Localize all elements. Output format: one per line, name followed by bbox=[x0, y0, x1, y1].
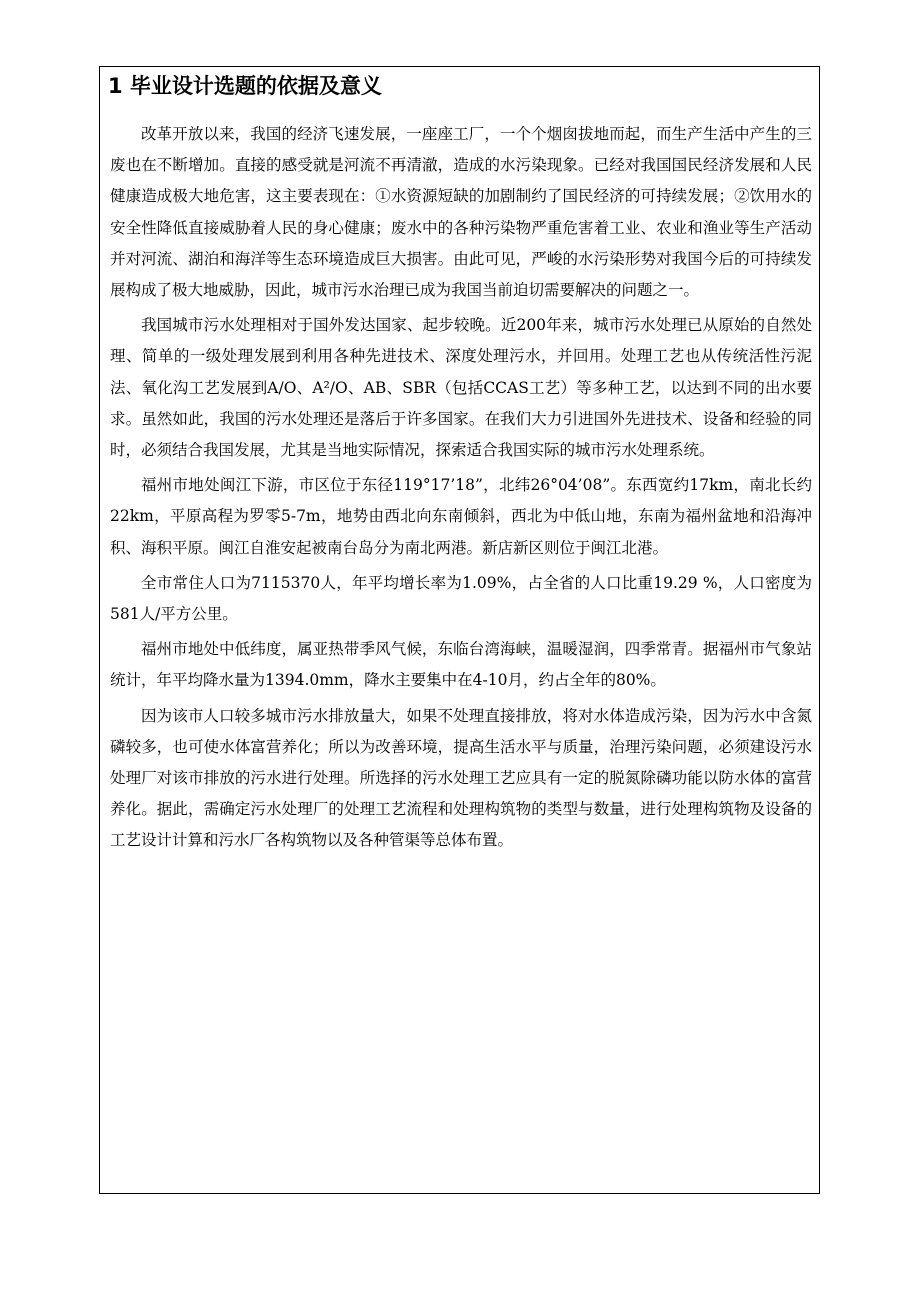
document-frame bbox=[99, 66, 820, 1194]
paragraph-fuzhou-geography: 福州市地处闽江下游，市区位于东径119°17’18”，北纬26°04’08”。东西宽约17km，南北长约22km，平原高程为罗零5-7m，地势由西北向东南倾斜，西北为中低山地，东南为福州盆地和沿海冲积、海积平原。闽江自淮安起被南台岛分为南北两港。新店新区则位于闽江北港。 bbox=[110, 476, 812, 557]
paragraph-population: 全市常住人口为7115370人，年平均增长率为1.09%，占全省的人口比重19.29 %，人口密度为581人/平方公里。 bbox=[110, 573, 812, 624]
section-body bbox=[110, 119, 812, 857]
paragraph-treatment-status: 我国城市污水处理相对于国外发达国家、起步较晚。近200年来，城市污水处理已从原始的自然处理、简单的一级处理发展到利用各种先进技术、深度处理污水，并回用。处理工艺也从传统活性污泥法、氧化沟工艺发展到A/O、A²/O、AB、SBR（包括CCAS工艺）等多种工艺，以达到不同的出水要求。虽然如此，我国的污水处理还是落后于许多国家。在我们大力引进国外先进技术、设备和经验的同时，必须结合我国发展，尤其是当地实际情况，探索适合我国实际的城市污水处理系统。 bbox=[110, 316, 812, 460]
section-heading: 1 毕业设计选题的依据及意义 bbox=[108, 74, 382, 98]
paragraph-design-purpose: 因为该市人口较多城市污水排放量大，如果不处理直接排放，将对水体造成污染，因为污水中含氮磷较多，也可使水体富营养化；所以为改善环境，提高生活水平与质量，治理污染问题，必须建设污水处理厂对该市排放的污水进行处理。所选择的污水处理工艺应具有一定的脱氮除磷功能以防水体的富营养化。据此，需确定污水处理厂的处理工艺流程和处理构筑物的类型与数量，进行处理构筑物及设备的工艺设计计算和污水厂各构筑物以及各种管渠等总体布置。 bbox=[110, 706, 812, 850]
paragraph-climate: 福州市地处中低纬度，属亚热带季风气候，东临台湾海峡，温暖湿润，四季常青。据福州市气象站统计，年平均降水量为1394.0mm，降水主要集中在4-10月，约占全年的80%。 bbox=[110, 640, 812, 690]
paragraph-pollution-background: 改革开放以来，我国的经济飞速发展，一座座工厂，一个个烟囱拔地而起，而生产生活中产生的三废也在不断增加。直接的感受就是河流不再清澈，造成的水污染现象。已经对我国国民经济发展和人民健康造成极大地危害，这主要表现在：①水资源短缺的加剧制约了国民经济的可持续发展；②饮用水的安全性降低直接威胁着人民的身心健康；废水中的各种污染物严重危害着工业、农业和渔业等生产活动并对河流、湖泊和海洋等生态环境造成巨大损害。由此可见，严峻的水污染形势对我国今后的可持续发展构成了极大地威胁，因此，城市污水治理已成为我国当前迫切需要解决的问题之一。 bbox=[110, 125, 812, 300]
